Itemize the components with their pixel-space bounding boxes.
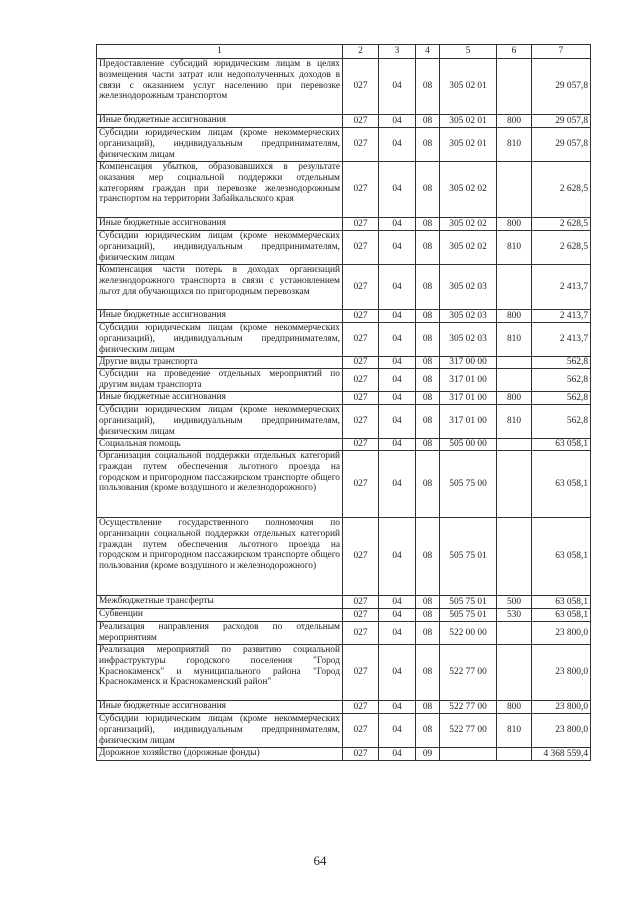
row-type-cell [497,59,532,115]
row-code-cell: 027 [343,609,379,622]
row-amount-cell: 29 057,8 [532,128,591,162]
row-section-cell: 04 [379,218,416,231]
table-row [97,405,591,439]
row-target-cell: 522 00 00 [440,622,497,645]
row-section-cell: 04 [379,323,416,357]
row-type-cell [497,645,532,701]
row-section-cell: 04 [379,714,416,748]
row-subsection-cell: 08 [416,596,440,609]
row-name-cell: Иные бюджетные ассигнования [97,701,343,714]
budget-table [96,44,591,761]
table-row [97,115,591,128]
row-name-cell: Предоставление субсидий юридическим лицам в целях возмещения части затрат или недополученных доходов в связи с оказанием услуг населению при перевозке железнодорожным транспортом [97,59,343,115]
row-target-cell: 305 02 01 [440,115,497,128]
row-type-cell: 500 [497,596,532,609]
row-name-cell: Субсидии юридическим лицам (кроме некоммерческих организаций), индивидуальным предпринимателям, физическим лицам [97,323,343,357]
row-code-cell: 027 [343,392,379,405]
table-row [97,451,591,518]
row-section-cell: 04 [379,369,416,392]
row-name-cell: Иные бюджетные ассигнования [97,218,343,231]
row-section-cell: 04 [379,596,416,609]
row-type-cell: 800 [497,310,532,323]
row-section-cell: 04 [379,748,416,761]
row-target-cell: 305 02 03 [440,310,497,323]
row-subsection-cell: 09 [416,748,440,761]
row-code-cell: 027 [343,265,379,310]
row-target-cell: 305 02 03 [440,265,497,310]
row-type-cell [497,748,532,761]
row-target-cell: 305 02 03 [440,323,497,357]
table-row [97,748,591,761]
table-row [97,59,591,115]
row-code-cell: 027 [343,518,379,596]
table-row [97,231,591,265]
row-amount-cell: 29 057,8 [532,59,591,115]
row-code-cell: 027 [343,128,379,162]
row-subsection-cell: 08 [416,451,440,518]
row-subsection-cell: 08 [416,115,440,128]
row-target-cell: 522 77 00 [440,645,497,701]
row-subsection-cell: 08 [416,357,440,369]
row-type-cell: 810 [497,405,532,439]
row-section-cell: 04 [379,115,416,128]
row-type-cell [497,622,532,645]
table-row [97,518,591,596]
row-name-cell: Субвенции [97,609,343,622]
row-code-cell: 027 [343,701,379,714]
row-amount-cell: 562,8 [532,369,591,392]
row-subsection-cell: 08 [416,265,440,310]
row-subsection-cell: 08 [416,218,440,231]
table-row [97,323,591,357]
row-target-cell [440,748,497,761]
table-row [97,645,591,701]
row-section-cell: 04 [379,162,416,218]
row-section-cell: 04 [379,357,416,369]
row-target-cell: 317 00 00 [440,357,497,369]
row-target-cell: 317 01 00 [440,369,497,392]
row-type-cell: 800 [497,701,532,714]
row-amount-cell: 23 800,0 [532,701,591,714]
row-type-cell: 800 [497,218,532,231]
row-section-cell: 04 [379,439,416,451]
row-code-cell: 027 [343,357,379,369]
row-amount-cell: 2 628,5 [532,162,591,218]
row-type-cell [497,265,532,310]
row-code-cell: 027 [343,323,379,357]
row-name-cell: Реализация направления расходов по отдельным мероприятиям [97,622,343,645]
row-amount-cell: 2 628,5 [532,231,591,265]
row-subsection-cell: 08 [416,439,440,451]
header-cell: 2 [343,45,379,59]
row-subsection-cell: 08 [416,128,440,162]
row-code-cell: 027 [343,405,379,439]
row-amount-cell: 63 058,1 [532,609,591,622]
row-type-cell [497,357,532,369]
row-target-cell: 505 00 00 [440,439,497,451]
header-cell: 6 [497,45,532,59]
row-target-cell: 305 02 01 [440,59,497,115]
row-section-cell: 04 [379,405,416,439]
row-type-cell [497,451,532,518]
row-name-cell: Иные бюджетные ассигнования [97,115,343,128]
table-row [97,369,591,392]
row-amount-cell: 4 368 559,4 [532,748,591,761]
row-name-cell: Социальная помощь [97,439,343,451]
row-section-cell: 04 [379,231,416,265]
row-name-cell: Компенсация части потерь в доходах организаций железнодорожного транспорта в связи с установлением льгот для обучающихся по пригородным перевозкам [97,265,343,310]
header-cell: 1 [97,45,343,59]
row-name-cell: Субсидии юридическим лицам (кроме некоммерческих организаций), индивидуальным предпринимателям, физическим лицам [97,405,343,439]
row-code-cell: 027 [343,451,379,518]
row-subsection-cell: 08 [416,59,440,115]
page-number: 64 [313,853,327,868]
row-section-cell: 04 [379,59,416,115]
row-name-cell: Межбюджетные трансферты [97,596,343,609]
row-section-cell: 04 [379,609,416,622]
row-section-cell: 04 [379,518,416,596]
row-code-cell: 027 [343,59,379,115]
row-name-cell: Субсидии юридическим лицам (кроме некоммерческих организаций), индивидуальным предпринимателям, физическим лицам [97,128,343,162]
row-code-cell: 027 [343,231,379,265]
row-target-cell: 305 02 01 [440,128,497,162]
row-code-cell: 027 [343,645,379,701]
table-row [97,714,591,748]
row-subsection-cell: 08 [416,369,440,392]
row-subsection-cell: 08 [416,701,440,714]
header-cell: 4 [416,45,440,59]
row-type-cell: 810 [497,714,532,748]
row-amount-cell: 2 628,5 [532,218,591,231]
row-target-cell: 522 77 00 [440,701,497,714]
table-row [97,310,591,323]
row-section-cell: 04 [379,392,416,405]
table-row [97,439,591,451]
row-target-cell: 305 02 02 [440,162,497,218]
row-amount-cell: 63 058,1 [532,439,591,451]
row-section-cell: 04 [379,701,416,714]
row-target-cell: 317 01 00 [440,392,497,405]
row-code-cell: 027 [343,748,379,761]
row-target-cell: 305 02 02 [440,218,497,231]
row-name-cell: Организация социальной поддержки отдельных категорий граждан путем обеспечения льготного проезда на городском и пригородном пассажирском транспорте общего пользования (кроме воздушного и железнодорожного) [97,451,343,518]
row-name-cell: Реализация мероприятий по развитию социальной инфраструктуры городского поселения "Город Краснокаменск" и муниципального района "Город Краснокаменск и Краснокаменский район" [97,645,343,701]
row-type-cell [497,518,532,596]
row-name-cell: Субсидии на проведение отдельных мероприятий по другим видам транспорта [97,369,343,392]
row-type-cell [497,162,532,218]
row-amount-cell: 2 413,7 [532,310,591,323]
row-section-cell: 04 [379,310,416,323]
row-code-cell: 027 [343,369,379,392]
row-section-cell: 04 [379,451,416,518]
row-amount-cell: 562,8 [532,392,591,405]
row-name-cell: Другие виды транспорта [97,357,343,369]
row-type-cell: 810 [497,231,532,265]
row-code-cell: 027 [343,439,379,451]
row-subsection-cell: 08 [416,310,440,323]
table-row [97,622,591,645]
table-row [97,128,591,162]
row-subsection-cell: 08 [416,645,440,701]
row-code-cell: 027 [343,115,379,128]
header-cell: 3 [379,45,416,59]
table-row [97,701,591,714]
row-target-cell: 505 75 01 [440,518,497,596]
row-amount-cell: 2 413,7 [532,265,591,310]
row-code-cell: 027 [343,596,379,609]
row-name-cell: Субсидии юридическим лицам (кроме некоммерческих организаций), индивидуальным предпринимателям, физическим лицам [97,714,343,748]
header-row [97,45,591,59]
row-target-cell: 505 75 01 [440,609,497,622]
row-amount-cell: 2 413,7 [532,323,591,357]
table-row [97,609,591,622]
row-name-cell: Иные бюджетные ассигнования [97,392,343,405]
table-body [97,59,591,761]
header-cell: 7 [532,45,591,59]
row-section-cell: 04 [379,265,416,310]
row-section-cell: 04 [379,622,416,645]
row-name-cell: Иные бюджетные ассигнования [97,310,343,323]
row-name-cell: Субсидии юридическим лицам (кроме некоммерческих организаций), индивидуальным предпринимателям, физическим лицам [97,231,343,265]
row-amount-cell: 23 800,0 [532,622,591,645]
row-target-cell: 505 75 00 [440,451,497,518]
header-cell: 5 [440,45,497,59]
row-subsection-cell: 08 [416,323,440,357]
row-amount-cell: 63 058,1 [532,596,591,609]
row-type-cell: 810 [497,128,532,162]
row-section-cell: 04 [379,645,416,701]
row-type-cell: 800 [497,115,532,128]
row-code-cell: 027 [343,162,379,218]
row-target-cell: 305 02 02 [440,231,497,265]
row-amount-cell: 29 057,8 [532,115,591,128]
row-code-cell: 027 [343,714,379,748]
row-subsection-cell: 08 [416,392,440,405]
table-row [97,162,591,218]
row-type-cell: 800 [497,392,532,405]
row-subsection-cell: 08 [416,714,440,748]
row-amount-cell: 63 058,1 [532,518,591,596]
row-subsection-cell: 08 [416,518,440,596]
row-type-cell: 530 [497,609,532,622]
row-subsection-cell: 08 [416,162,440,218]
row-target-cell: 505 75 01 [440,596,497,609]
row-subsection-cell: 08 [416,405,440,439]
row-target-cell: 317 01 00 [440,405,497,439]
row-code-cell: 027 [343,218,379,231]
row-amount-cell: 562,8 [532,405,591,439]
row-section-cell: 04 [379,128,416,162]
row-name-cell: Компенсация убытков, образовавшихся в результате оказания мер социальной поддержки отдельным категориям граждан при перевозке железнодорожным транспортом на территории Забайкальского края [97,162,343,218]
table-row [97,596,591,609]
row-code-cell: 027 [343,622,379,645]
row-amount-cell: 23 800,0 [532,714,591,748]
row-subsection-cell: 08 [416,609,440,622]
row-type-cell [497,369,532,392]
row-subsection-cell: 08 [416,231,440,265]
row-type-cell: 810 [497,323,532,357]
row-type-cell [497,439,532,451]
table-row [97,392,591,405]
row-name-cell: Дорожное хозяйство (дорожные фонды) [97,748,343,761]
row-subsection-cell: 08 [416,622,440,645]
table-row [97,218,591,231]
row-amount-cell: 23 800,0 [532,645,591,701]
table-row [97,357,591,369]
row-code-cell: 027 [343,310,379,323]
row-amount-cell: 63 058,1 [532,451,591,518]
row-target-cell: 522 77 00 [440,714,497,748]
row-name-cell: Осуществление государственного полномочия по организации социальной поддержки отдельных категорий граждан путем обеспечения льготного проезда на городском и пригородном пассажирском транспорте общего пользования (кроме воздушного и железнодорожного) [97,518,343,596]
row-amount-cell: 562,8 [532,357,591,369]
table-row [97,265,591,310]
